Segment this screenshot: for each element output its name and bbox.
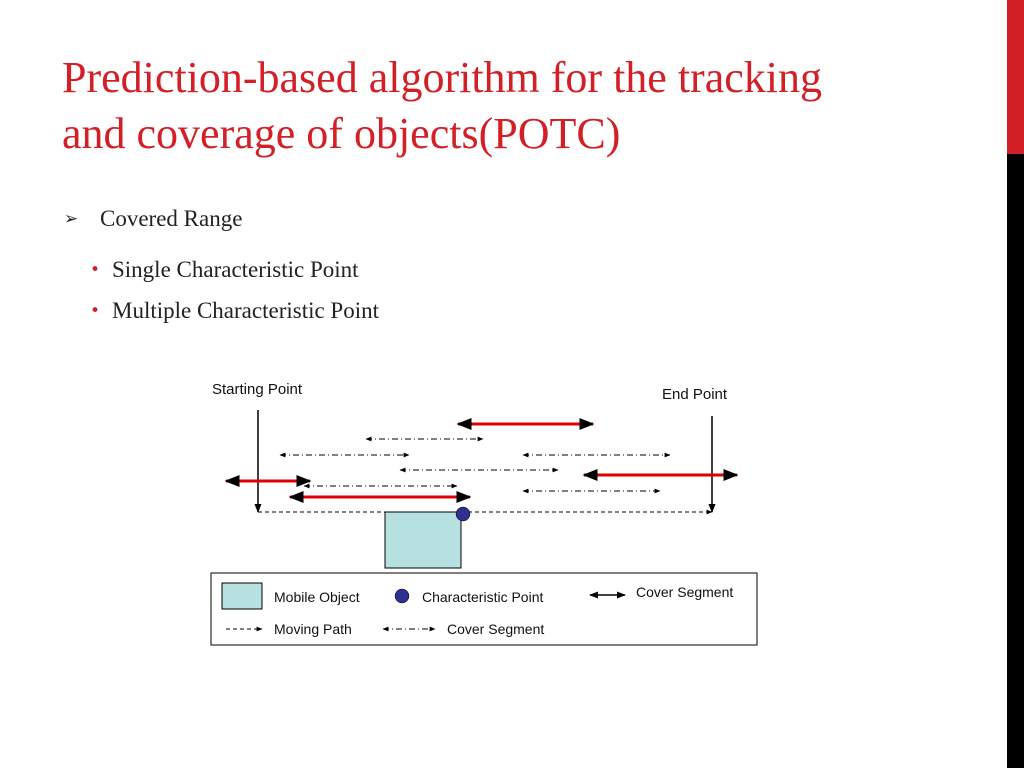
legend-mobile-object-swatch [222,583,262,609]
title-line-1: Prediction-based algorithm for the tracking [62,53,822,102]
arrowhead-bullet-icon: ➢ [64,209,79,229]
end-point-label: End Point [662,386,728,403]
bullet-label: Multiple Characteristic Point [112,298,380,323]
legend-cover-segment-dashdot-label: Cover Segment [447,621,545,637]
slide-title [62,50,982,162]
mobile-object [385,512,461,568]
bullet-dot-icon: • [90,260,101,280]
legend-mobile-object-label: Mobile Object [274,589,360,605]
title-line-2: and coverage of objects(POTC) [62,109,621,158]
side-bar-dark [1007,154,1024,768]
diagram-legend [211,573,757,645]
bullet-label: Single Characteristic Point [112,257,359,282]
starting-point-label: Starting Point [212,381,303,398]
bullet-covered-range [64,206,242,232]
bullet-dot-icon: • [90,301,101,321]
bullet-single-point [90,257,359,283]
characteristic-point [456,507,470,521]
legend-characteristic-point-label: Characteristic Point [422,589,544,605]
legend-cover-segment-solid-label: Cover Segment [636,584,734,600]
legend-characteristic-point-swatch [395,589,409,603]
bullet-multiple-point [90,298,379,324]
legend-moving-path-label: Moving Path [274,621,352,637]
side-bar-accent [1007,0,1024,154]
bullet-label: Covered Range [100,206,243,231]
coverage-diagram [200,370,770,655]
